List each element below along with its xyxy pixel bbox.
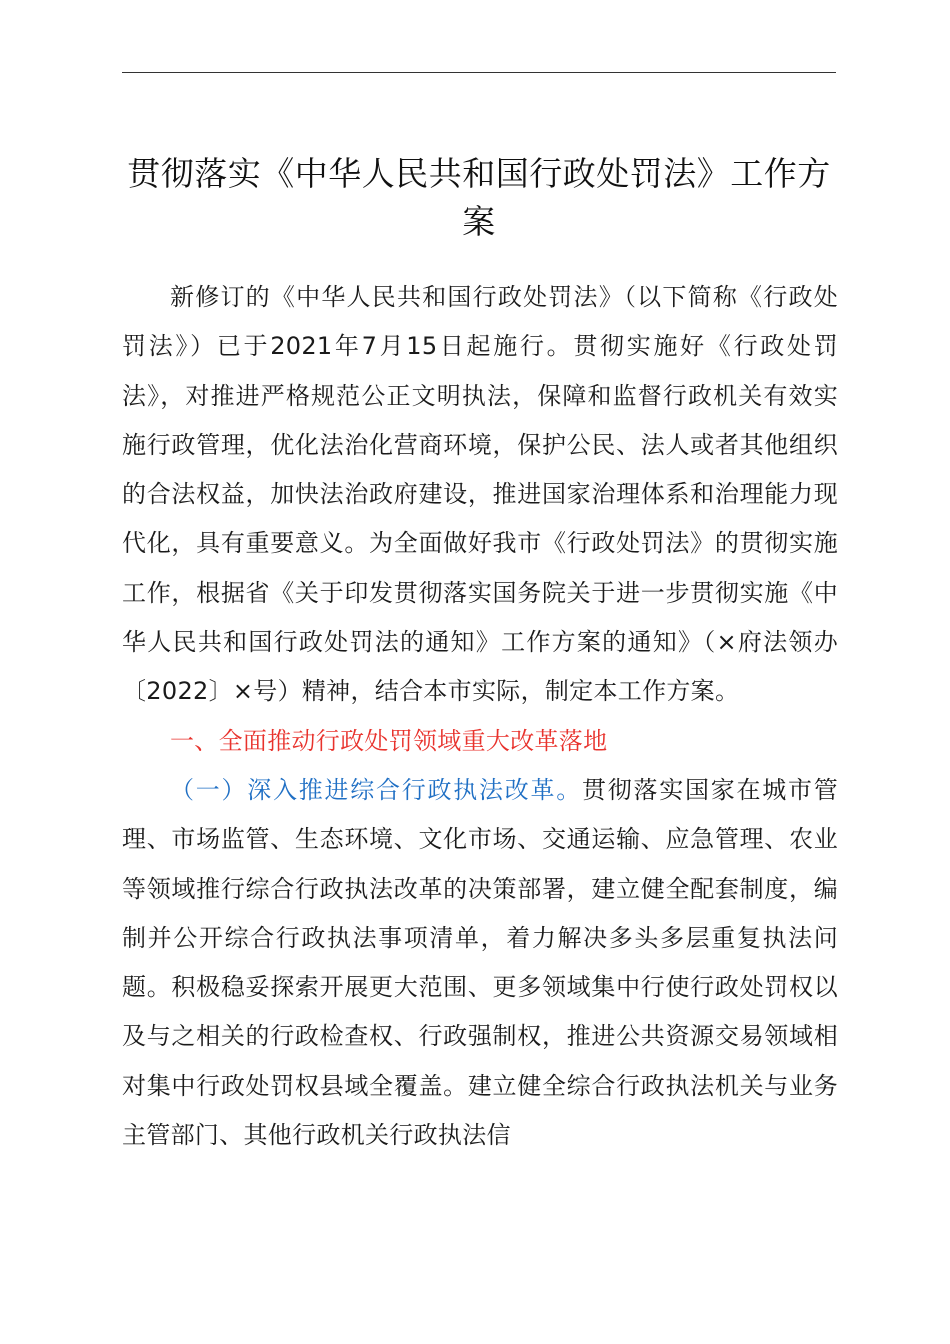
- subsection-text: 贯彻落实国家在城市管理、市场监管、生态环境、文化市场、交通运输、应急管理、农业等领域推行综合行政执法改革的决策部署，建立健全配套制度，编制并公开综合行政执法事项清单，着力解决多头多层重复执法问题。积极稳妥探索开展更大范围、更多领域集中行使行政处罚权以及与之相关的行政检查权、行政强制权，推进公共资源交易领域相对集中行政处罚权县域全覆盖。建立健全综合行政执法机关与业务主管部门、其他行政机关行政执法信: [122, 775, 838, 1150]
- intro-paragraph: 新修订的《中华人民共和国行政处罚法》（以下简称《行政处罚法》）已于2021年7月15日起施行。贯彻实施好《行政处罚法》，对推进严格规范公正文明执法，保障和监督行政机关有效实施行政管理，优化法治化营商环境，保护公民、法人或者其他组织的合法权益，加快法治政府建设，推进国家治理体系和治理能力现代化，具有重要意义。为全面做好我市《行政处罚法》的贯彻实施工作，根据省《关于印发贯彻落实国务院关于进一步贯彻实施《中华人民共和国行政处罚法的通知》工作方案的通知》（×府法领办〔2022〕×号）精神，结合本市实际，制定本工作方案。: [122, 283, 838, 706]
- document-title: 贯彻落实《中华人民共和国行政处罚法》工作方案: [127, 154, 831, 241]
- section-heading: 一、全面推动行政处罚领域重大改革落地: [170, 726, 608, 755]
- subsection-heading: （一）深入推进综合行政执法改革。: [170, 775, 582, 804]
- document-body: [122, 273, 838, 1160]
- subsection-paragraph: [122, 766, 838, 1160]
- header-rule: [122, 72, 836, 73]
